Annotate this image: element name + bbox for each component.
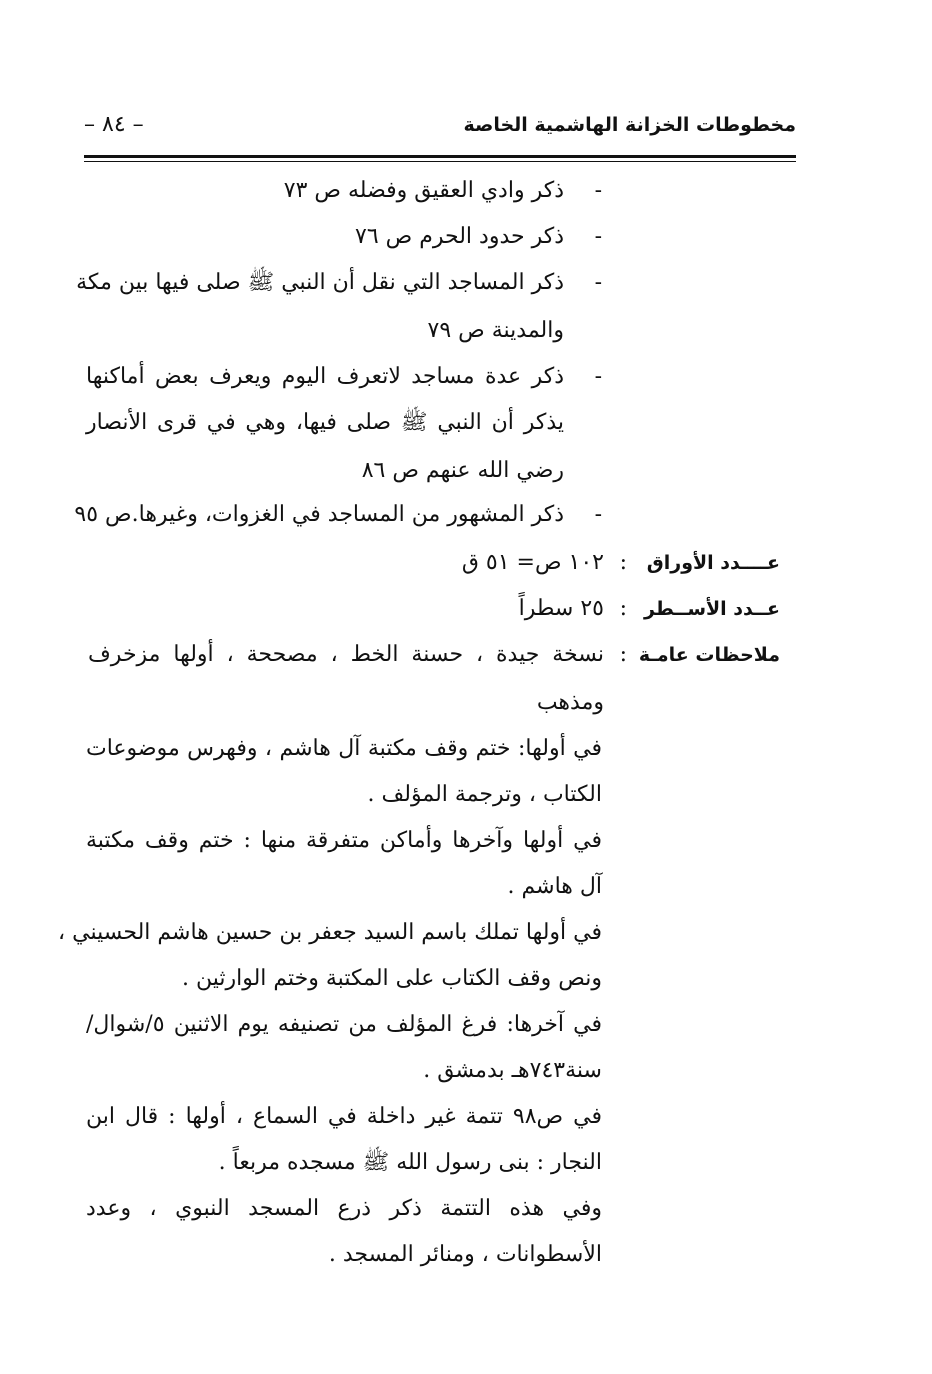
bullet-dash: - bbox=[594, 224, 602, 249]
note-paragraph-line: الكتاب ، وترجمة المؤلف . bbox=[367, 782, 602, 807]
bullet-dash: - bbox=[594, 178, 602, 203]
general-notes-colon: : bbox=[619, 642, 627, 667]
note-paragraph-line: آل هاشم . bbox=[507, 874, 602, 899]
lines-count-colon: : bbox=[619, 596, 627, 621]
note-paragraph-line: الأسطوانات ، ومنائر المسجد . bbox=[328, 1242, 602, 1267]
list-item: ذكر المساجد التي نقل أن النبي ﷺ صلى فيها بين مكة bbox=[76, 270, 564, 295]
leaves-count-colon: : bbox=[619, 550, 627, 575]
header-rule-thick bbox=[84, 155, 796, 158]
note-paragraph-line: في أولها: ختم وقف مكتبة آل هاشم ، وفهرس موضوعات bbox=[86, 736, 602, 761]
page-header bbox=[84, 108, 796, 148]
list-item-continuation: رضي الله عنهم ص ٨٦ bbox=[361, 458, 564, 483]
note-paragraph-line: في آخرها: فرغ المؤلف من تصنيفه يوم الاثنين ٥/شوال/ bbox=[86, 1012, 602, 1037]
leaves-count-value: ١٠٢ ص= ٥١ ق bbox=[461, 550, 604, 575]
note-paragraph-line: في أولها وآخرها وأماكن متفرقة منها : ختم وقف مكتبة bbox=[86, 828, 602, 853]
bullet-dash: - bbox=[594, 502, 602, 527]
general-notes-label: ملاحظات عامـة bbox=[638, 644, 780, 666]
note-paragraph-line: وفي هذه التتمة ذكر ذرع المسجد النبوي ، وعدد bbox=[86, 1196, 602, 1221]
list-item: ذكر المشهور من المساجد في الغزوات، وغيرها.ص ٩٥ bbox=[74, 502, 564, 527]
lines-count-label: عــدد الأســطر bbox=[644, 598, 780, 620]
note-paragraph-line: في أولها تملك باسم السيد جعفر بن حسين هاشم الحسيني ، bbox=[58, 920, 602, 945]
note-paragraph-line: في ص٩٨ تتمة غير داخلة في السماع ، أولها : قال ابن bbox=[86, 1104, 602, 1129]
page-number: – ٨٤ – bbox=[84, 112, 144, 137]
list-item: ذكر عدة مساجد لاتعرف اليوم ويعرف بعض أماكنها bbox=[86, 364, 564, 389]
general-notes-value: نسخة جيدة ، حسنة الخط ، مصححة ، أولها مزخرف bbox=[88, 642, 604, 667]
list-item-continuation: والمدينة ص ٧٩ bbox=[427, 318, 564, 343]
leaves-count-label: عــــدد الأوراق bbox=[646, 552, 780, 574]
list-item: ذكر وادي العقيق وفضله ص ٧٣ bbox=[283, 178, 564, 203]
note-paragraph-line: النجار : بنى رسول الله ﷺ مسجده مربعاً . bbox=[218, 1150, 602, 1175]
bullet-dash: - bbox=[594, 364, 602, 389]
bullet-dash: - bbox=[594, 270, 602, 295]
general-notes-continuation: ومذهب bbox=[536, 690, 604, 715]
note-paragraph-line: سنة٧٤٣هـ بدمشق . bbox=[423, 1058, 602, 1083]
list-item: ذكر حدود الحرم ص ٧٦ bbox=[355, 224, 564, 249]
lines-count-value: ٢٥ سطراً bbox=[518, 596, 604, 621]
note-paragraph-line: ونص وقف الكتاب على المكتبة وختم الوارثين . bbox=[181, 966, 602, 991]
header-rule-thin bbox=[84, 161, 796, 162]
header-title: مخطوطات الخزانة الهاشمية الخاصة bbox=[463, 114, 796, 136]
list-item-continuation: يذكر أن النبي ﷺ صلى فيها، وهي في قرى الأنصار bbox=[86, 410, 565, 435]
